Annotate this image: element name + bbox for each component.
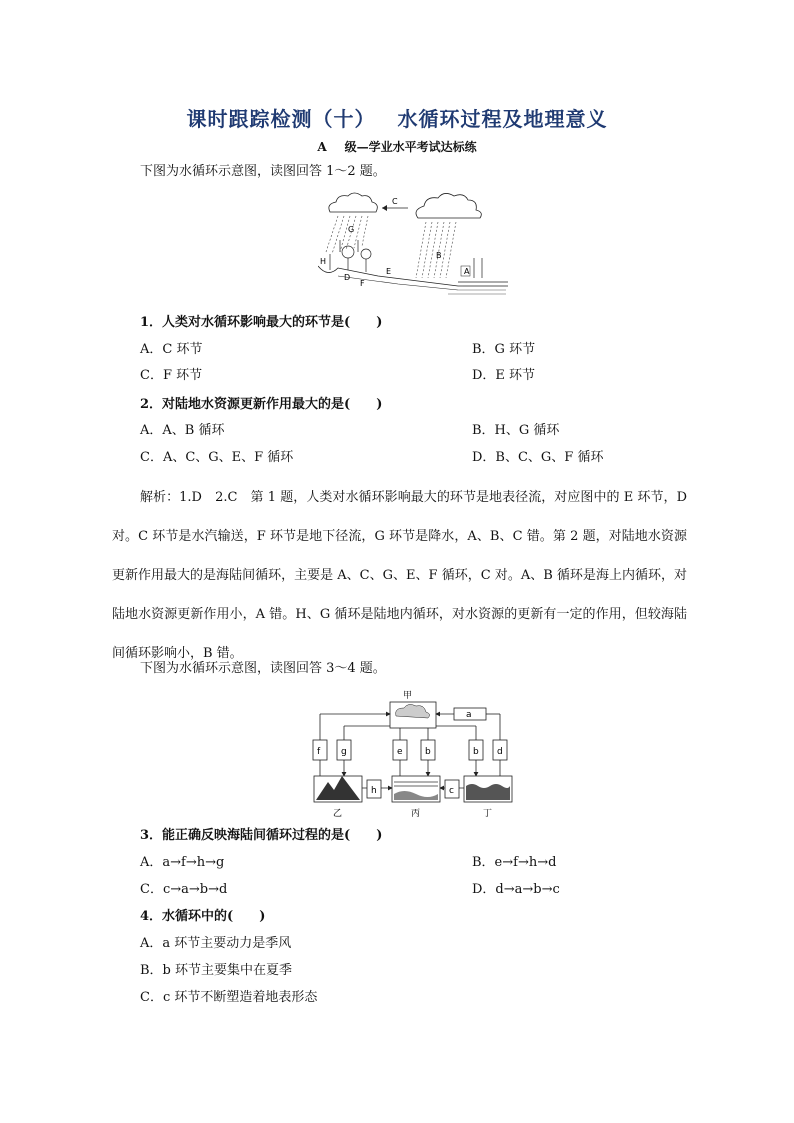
q1-option-a[interactable]: A．C 环节 [140,342,203,357]
right-cloud-icon [416,193,481,218]
q3-stem: 3．能正确反映海陆间循环过程的是( ) [140,828,383,843]
tree-icons [342,246,371,272]
q2-option-d[interactable]: D．B、C、G、F 循环 [472,450,604,465]
box-c: c [449,786,454,796]
q3-option-a[interactable]: A．a→f→h→g [140,855,225,870]
box-a: a [466,710,472,720]
label-h: H [320,257,327,266]
title-part-2: 水循环过程及地理意义 [397,107,608,131]
q3-option-d[interactable]: D．d→a→b→c [472,882,560,897]
q1-option-b[interactable]: B．G 环节 [472,342,536,357]
q2-stem: 2．对陆地水资源更新作用最大的是( ) [140,397,383,412]
label-a: A [464,267,470,276]
label-bing: 丙 [411,809,421,819]
water-cycle-figure-2 [300,686,520,820]
box-b-1: b [425,747,431,757]
label-d: D [344,273,351,282]
box-b-2: b [473,747,479,757]
box-d: d [497,747,503,757]
evaporation-arrows [330,240,482,278]
section-name: 级—学业水平考试达标练 [344,140,477,154]
box-e: e [397,747,403,757]
q1-stem: 1．人类对水循环影响最大的环节是( ) [140,315,383,330]
right-rain [416,222,456,278]
left-cloud-icon [329,193,377,212]
label-yi: 乙 [333,809,343,819]
box-g: g [341,747,347,757]
q1-option-d[interactable]: D．E 环节 [472,368,536,383]
label-c: C [392,197,398,206]
section-letter: A [317,140,327,154]
label-jia: 甲 [403,691,413,701]
page-title [0,103,794,132]
label-ding: 丁 [483,809,493,819]
box-h: h [371,786,377,796]
q4-option-a[interactable]: A．a 环节主要动力是季风 [140,936,292,951]
q3-option-b[interactable]: B．e→f→h→d [472,855,557,870]
left-rain [326,216,368,254]
q4-option-b[interactable]: B．b 环节主要集中在夏季 [140,963,293,978]
explanation-1-2: 解析：1.D 2.C 第 1 题，人类对水循环影响最大的环节是地表径流，对应图中的 E 环节，D 对。C 环节是水汽输送，F 环节是地下径流，G 环节是降水，A、B、C 错。第 2 题，对陆地水资源更新作用最大的是海陆间循环，主要是 A、C、G、E、F 循环，C 对。A、B 循环是海上内循环，对陆地水资源更新作用小，A 错。H、G 循环是陆地内循环，对水资源的更新有一定的作用，但较海陆间循环影响小，B 错。 [112,490,687,661]
label-g: G [348,225,355,234]
label-b: B [436,251,442,260]
title-part-1: 课时跟踪检测（十） [186,107,376,131]
label-f: F [360,279,365,288]
q4-option-c[interactable]: C．c 环节不断塑造着地表形态 [140,990,318,1005]
q2-option-c[interactable]: C．A、C、G、E、F 循环 [140,450,294,465]
section-heading [0,138,794,155]
box-f: f [317,747,321,757]
q2-option-a[interactable]: A．A、B 循环 [140,423,225,438]
q4-stem: 4．水循环中的( ) [140,909,266,924]
q2-option-b[interactable]: B．H、G 循环 [472,423,560,438]
q3-option-c[interactable]: C．c→a→b→d [140,882,228,897]
intro-1: 下图为水循环示意图，读图回答 1～2 题。 [140,164,386,179]
q1-option-c[interactable]: C．F 环节 [140,368,203,383]
intro-2: 下图为水循环示意图，读图回答 3～4 题。 [140,661,386,676]
water-cycle-figure-1 [318,192,508,297]
label-e: E [386,267,392,276]
